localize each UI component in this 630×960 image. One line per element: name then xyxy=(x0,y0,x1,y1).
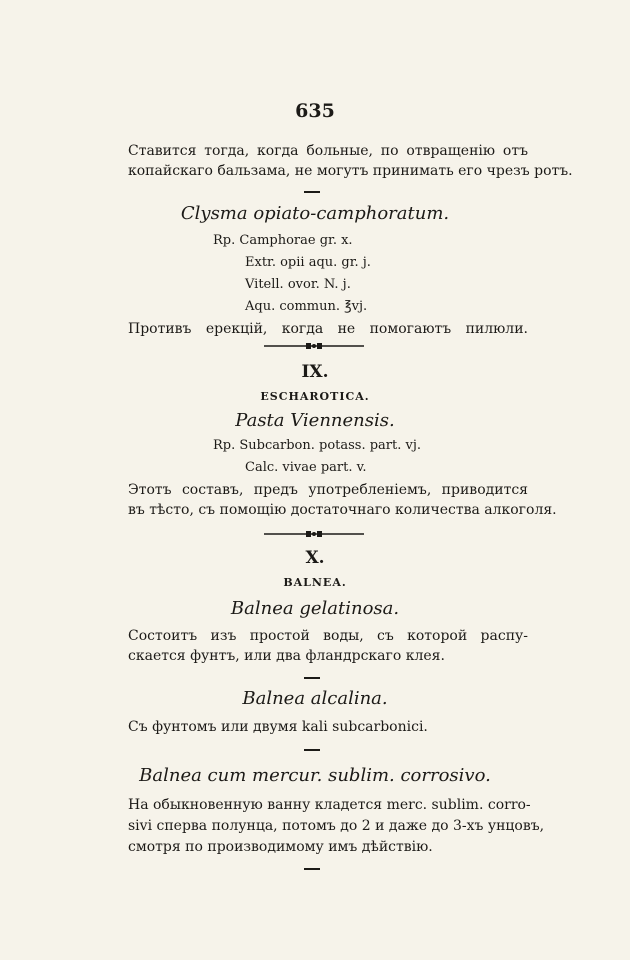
section-heading-balnea: BALNEA. xyxy=(283,576,347,589)
section-numeral-x: X. xyxy=(305,548,325,568)
pasta-note-line-1: Этотъ составъ, предъ употребленіемъ, приводится xyxy=(128,482,528,498)
rx-line: Rp. Camphorae gr. x. xyxy=(213,233,353,248)
recipe-title-balnea-alcalina: Balnea alcalina. xyxy=(242,688,388,709)
page-number: 635 xyxy=(295,100,335,122)
balnea-mercur-line-3: смотря по производимому имъ дѣйствію. xyxy=(128,839,433,855)
balnea-alcalina-line-1: Съ фунтомъ или двумя kali subcarbonici. xyxy=(128,719,428,735)
separator-dash xyxy=(304,749,320,751)
separator-dash xyxy=(304,868,320,870)
ornament-divider xyxy=(262,342,366,350)
balnea-mercur-line-1: На обыкновенную ванну кладется merc. sublim. corro- xyxy=(128,797,531,813)
rx-line: Extr. opii aqu. gr. j. xyxy=(245,255,371,270)
intro-line-2: копайскаго бальзама, не могутъ принимать его чрезъ ротъ. xyxy=(128,163,573,179)
rx-line: Calc. vivae part. v. xyxy=(245,460,367,475)
pasta-note-line-2: въ тѣсто, съ помощію достаточнаго количества алкоголя. xyxy=(128,502,557,518)
clysma-note: Противъ ерекцій, когда не помогаютъ пилюли. xyxy=(128,321,528,337)
rx-line: Rp. Subcarbon. potass. part. vj. xyxy=(213,438,422,453)
balnea-gelatinosa-line-1: Состоитъ изъ простой воды, съ которой распу- xyxy=(128,628,528,644)
rx-line: Aqu. commun. ℥vj. xyxy=(245,299,368,314)
ornament-divider xyxy=(262,530,366,538)
recipe-title-balnea-gelatinosa: Balnea gelatinosa. xyxy=(230,598,400,619)
recipe-title-clysma: Clysma opiato-camphoratum. xyxy=(180,203,450,224)
recipe-title-balnea-mercur: Balnea cum mercur. sublim. corrosivo. xyxy=(139,765,491,786)
balnea-mercur-line-2: sivi сперва полунца, потомъ до 2 и даже до 3-хъ унцовъ, xyxy=(128,818,545,834)
balnea-gelatinosa-line-2: скается фунтъ, или два фландрскаго клея. xyxy=(128,648,445,664)
section-numeral-ix: IX. xyxy=(301,362,329,382)
separator-dash xyxy=(304,677,320,679)
rx-line: Vitell. ovor. N. j. xyxy=(245,277,351,292)
separator-dash xyxy=(304,191,320,193)
section-heading-escharotica: ESCHAROTICA. xyxy=(260,390,370,403)
intro-line-1: Ставится тогда, когда больные, по отвращенію отъ xyxy=(128,143,528,159)
recipe-title-pasta: Pasta Viennensis. xyxy=(235,410,395,431)
